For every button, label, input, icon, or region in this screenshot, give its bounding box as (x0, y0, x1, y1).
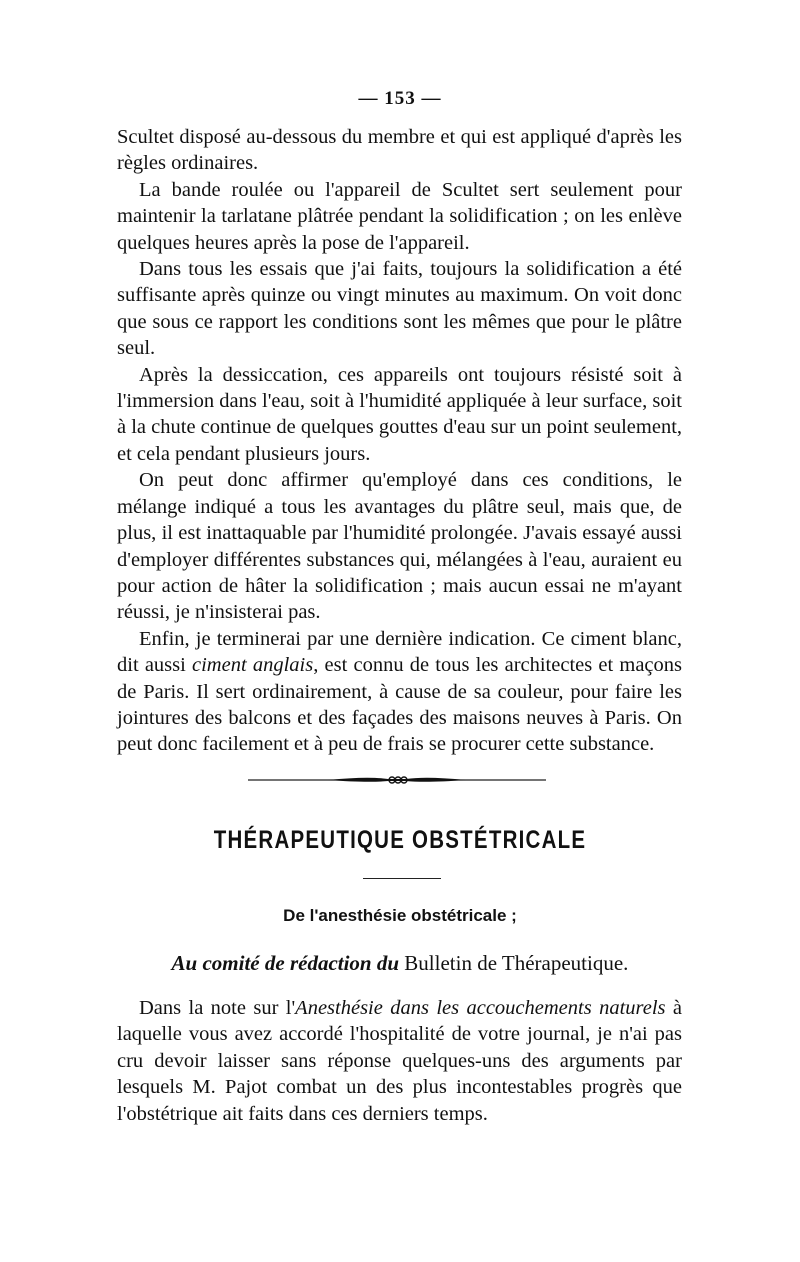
dedication-line (0, 951, 800, 976)
dedication-roman: Bulletin de Thérapeutique. (399, 951, 629, 975)
section-title: THÉRAPEUTIQUE OBSTÉTRICALE (213, 826, 587, 854)
paragraph-6-italic: ciment anglais (192, 654, 314, 677)
dedication-italic: Au comité de rédaction du (171, 951, 400, 975)
body-text (117, 124, 682, 758)
paragraph-6-text-a: Enfin, je terminerai par une dernière indication. Ce ciment blanc, dit aussi (117, 627, 682, 677)
paragraph-6-text-b: , est connu de tous les architectes et maçons de Paris. Il sert ordinairement, à cause de sa couleur, pour faire les jointures des balcons et des façades des maisons neuves à Paris. On peut donc facilement et à peu de frais se procurer cette substance. (117, 654, 683, 756)
letter-text-a: Dans la note sur l' (139, 997, 296, 1019)
page-number: — 153 — (358, 88, 442, 109)
title-rule (363, 878, 441, 879)
paragraph-2: La bande roulée ou l'appareil de Scultet sert seulement pour maintenir la tarlatane plâtrée pendant la solidification ; on les enlève quelques heures après la pose de l'appareil. (117, 178, 682, 254)
letter-text-b: à laquelle vous avez accordé l'hospitalité de votre journal, je n'ai pas cru devoir laisser sans réponse quelques-uns des arguments par lesquels M. Pajot combat un des plus incontestables progrès que l'obstétrique ait faits dans ces derniers temps. (117, 997, 682, 1125)
letter-paragraph (117, 995, 682, 1127)
paragraph-5: On peut donc affirmer qu'employé dans ces conditions, le mélange indiqué a tous les avantages du plâtre seul, mais que, de plus, il est inattaquable par l'humidité prolongée. J'avais essayé aussi d'employer différentes substances qui, mélangées à l'eau, auraient eu pour action de hâter la solidification ; mais aucun essai ne m'ayant réussi, je n'insisterai pas. (117, 469, 682, 624)
paragraph-4: Après la dessiccation, ces appareils ont toujours résisté soit à l'immersion dans l'eau, soit à l'humidité appliquée à leur surface, soit à la chute continue de quelques gouttes d'eau sur un point seulement, et cela pendant plusieurs jours. (117, 363, 683, 465)
letter-italic: Anesthésie dans les accouchements naturels (295, 997, 666, 1019)
paragraph-6 (117, 626, 682, 758)
letter-text (117, 995, 682, 1127)
paragraph-3: Dans tous les essais que j'ai faits, toujours la solidification a été suffisante après quinze ou vingt minutes au maximum. On voit donc que sous ce rapport les conditions sont les mêmes que pour le plâtre seul. (117, 258, 682, 360)
ornamental-divider (248, 771, 546, 785)
paragraph-1: Scultet disposé au-dessous du membre et qui est appliqué d'après les règles ordinaires. (117, 126, 682, 175)
article-subtitle: De l'anesthésie obstétricale ; (283, 906, 517, 925)
